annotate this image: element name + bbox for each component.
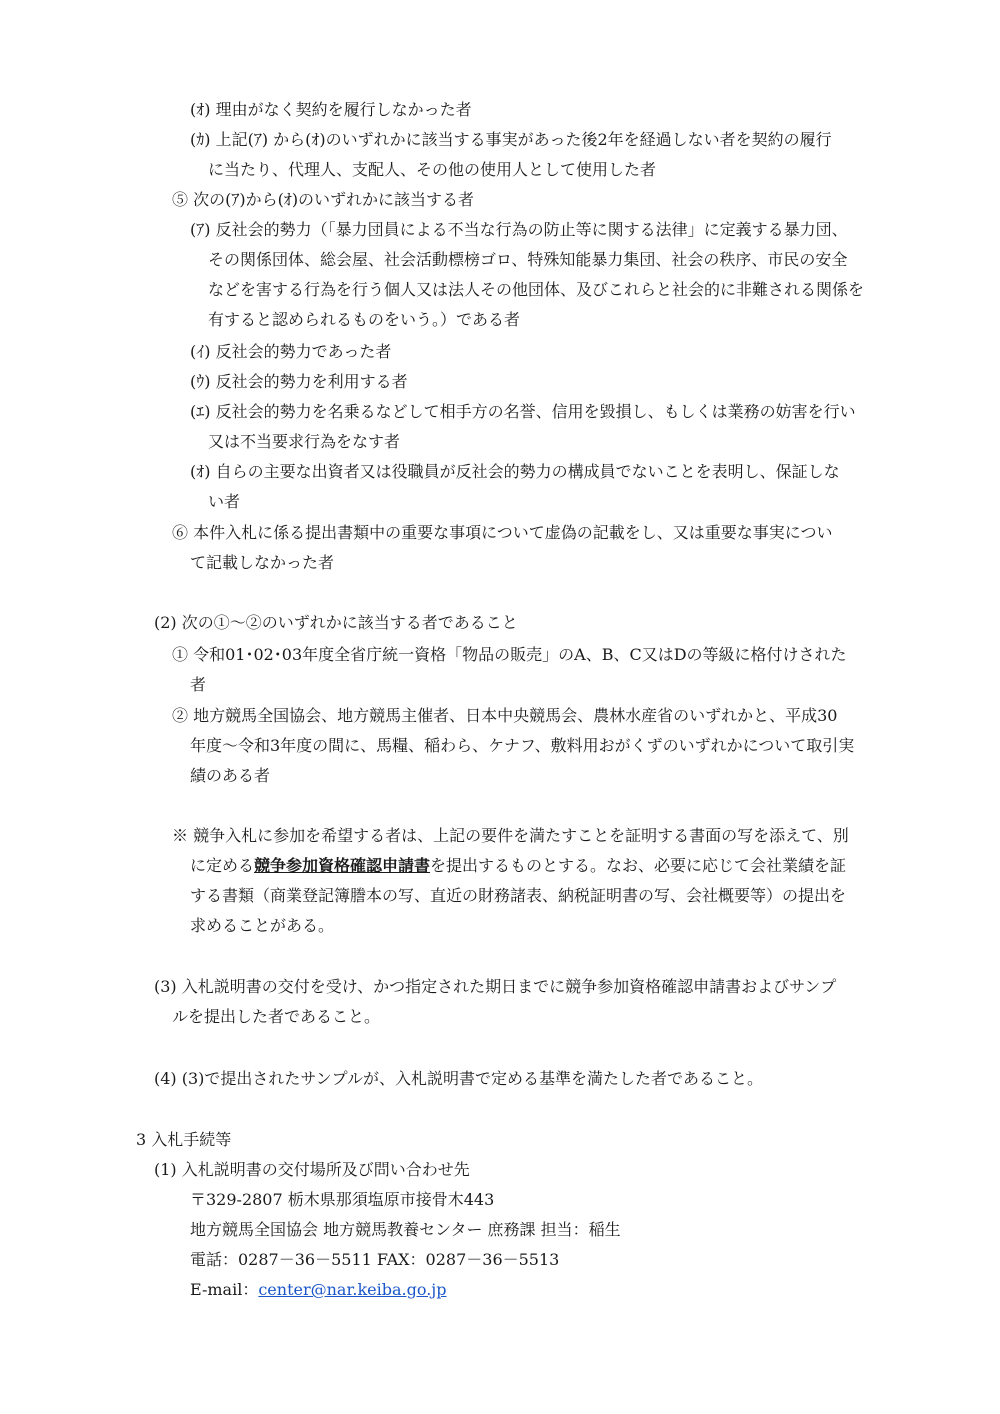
- qualification-1-line-2: 者: [190, 675, 207, 694]
- section-3-line-1: (3) 入札説明書の交付を受け、かつ指定された期日までに競争参加資格確認申請書およびサンプ: [154, 977, 837, 996]
- clause-a-line-1: (ｱ) 反社会的勢力（「暴力団員による不当な行為の防止等に関する法律」に定義する暴力団、: [190, 220, 848, 239]
- item-6-line-2: て記載しなかった者: [190, 553, 335, 572]
- item-6-line-1: ⑥ 本件入札に係る提出書類中の重要な事項について虚偽の記載をし、又は重要な事実につい: [172, 523, 833, 542]
- clause-e-line-2: 又は不当要求行為をなす者: [208, 432, 401, 451]
- contact-email-row: [190, 1278, 446, 1302]
- note-line-2-prefix: に定める: [190, 856, 255, 875]
- application-form-name: 競争参加資格確認申請書: [254, 856, 431, 875]
- contact-address: 〒329-2807 栃木県那須塩原市接骨木443: [190, 1190, 495, 1209]
- clause-a-line-2: その関係団体、総会屋、社会活動標榜ゴロ、特殊知能暴力集団、社会の秩序、市民の安全: [208, 250, 848, 269]
- qualification-1-line-1: ① 令和01･02･03年度全省庁統一資格「物品の販売」のA、B、C又はDの等級に格付けされた: [172, 645, 847, 664]
- email-link[interactable]: center@nar.keiba.go.jp: [258, 1280, 447, 1299]
- clause-u-line: (ｳ) 反社会的勢力を利用する者: [190, 372, 408, 391]
- contact-heading: (1) 入札説明書の交付場所及び問い合わせ先: [154, 1160, 470, 1179]
- clause-ka-line-1: (ｶ) 上記(ｱ) から(ｵ)のいずれかに該当する事実があった後2年を経過しない者を契約の履行: [190, 130, 832, 149]
- note-line-4: 求めることがある。: [190, 916, 335, 935]
- email-label: E-mail：: [190, 1280, 259, 1299]
- clause-o-line: (ｵ) 理由がなく契約を履行しなかった者: [190, 100, 472, 119]
- note-line-2: [190, 854, 846, 878]
- contact-organization: 地方競馬全国協会 地方競馬教養センター 庶務課 担当：稲生: [190, 1220, 621, 1239]
- contact-phone-fax: 電話：0287－36－5511 FAX：0287－36－5513: [190, 1250, 560, 1269]
- section-3-line-2: ルを提出した者であること。: [172, 1007, 381, 1026]
- qualification-2-line-1: ② 地方競馬全国協会、地方競馬主催者、日本中央競馬会、農林水産省のいずれかと、平成30: [172, 706, 838, 725]
- clause-o2-line-2: い者: [208, 492, 241, 511]
- clause-e-line-1: (ｴ) 反社会的勢力を名乗るなどして相手方の名誉、信用を毀損し、もしくは業務の妨害を行い: [190, 402, 856, 421]
- section-4-line: (4) (3)で提出されたサンプルが、入札説明書で定める基準を満たした者であること。: [154, 1069, 763, 1088]
- qualification-2-line-2: 年度～令和3年度の間に、馬糧、稲わら、ケナフ、敷料用おがくずのいずれかについて取引実: [190, 736, 855, 755]
- item-5-heading: ⑤ 次の(ｱ)から(ｵ)のいずれかに該当する者: [172, 190, 475, 209]
- clause-o2-line-1: (ｵ) 自らの主要な出資者又は役職員が反社会的勢力の構成員でないことを表明し、保証しな: [190, 462, 840, 481]
- section-2-heading: (2) 次の①～②のいずれかに該当する者であること: [154, 613, 518, 632]
- note-line-3: する書類（商業登記簿謄本の写、直近の財務諸表、納税証明書の写、会社概要等）の提出を: [190, 886, 847, 905]
- qualification-2-line-3: 績のある者: [190, 766, 271, 785]
- note-line-2-suffix: を提出するものとする。なお、必要に応じて会社業績を証: [430, 856, 847, 875]
- chapter-3-heading: 3 入札手続等: [136, 1130, 232, 1149]
- clause-i-line: (ｲ) 反社会的勢力であった者: [190, 342, 392, 361]
- clause-ka-line-2: に当たり、代理人、支配人、その他の使用人として使用した者: [208, 160, 657, 179]
- note-line-1: ※ 競争入札に参加を希望する者は、上記の要件を満たすことを証明する書面の写を添えて、別: [172, 826, 849, 845]
- clause-a-line-4: 有すると認められるものをいう。）である者: [208, 310, 521, 329]
- clause-a-line-3: などを害する行為を行う個人又は法人その他団体、及びこれらと社会的に非難される関係を: [208, 280, 865, 299]
